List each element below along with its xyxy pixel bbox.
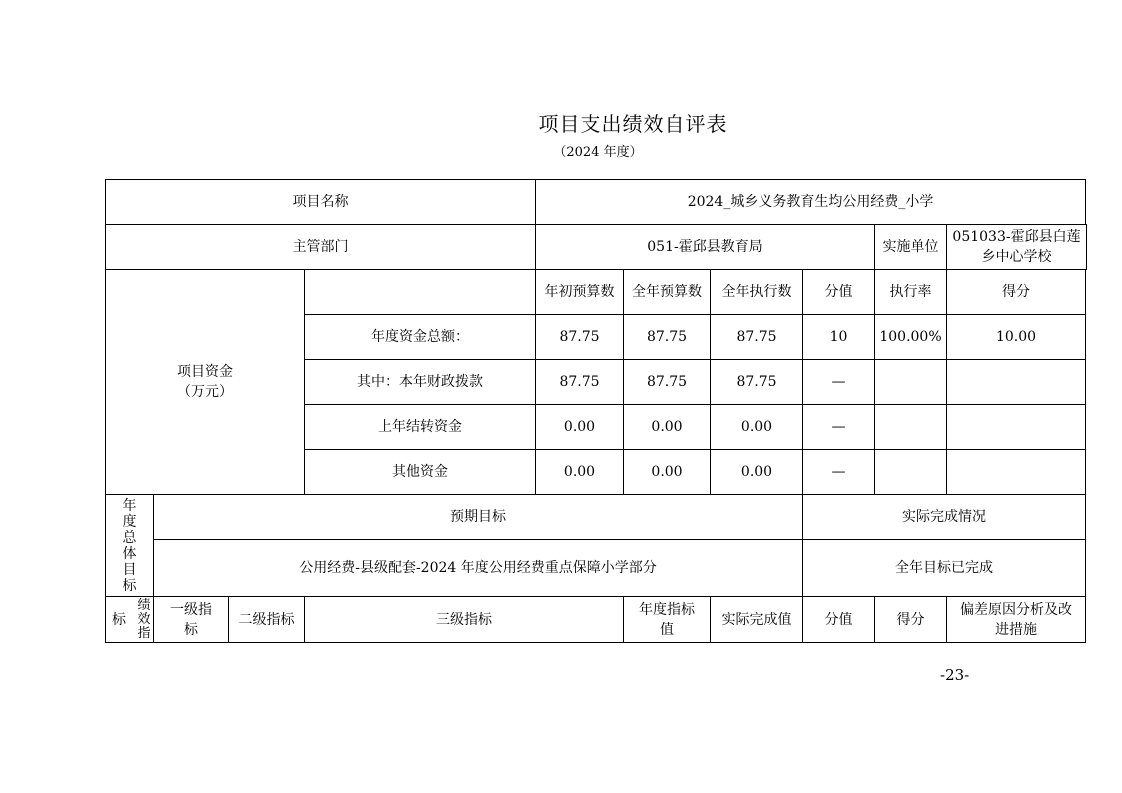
dept-value: 051-霍邱县教育局 [536, 225, 875, 270]
fund-row-label: 其他资金 [305, 450, 536, 495]
annual-value-header: 年度指标值 [624, 597, 711, 643]
level1-header: 一级指标 [154, 597, 229, 643]
indicators-label-right: 绩效指 [137, 597, 151, 641]
fund-executed: 0.00 [711, 450, 803, 495]
performance-table [105, 179, 1087, 643]
fund-row-label: 年度资金总额： [305, 315, 536, 360]
indicators-section-label [106, 597, 154, 643]
fund-weight: — [803, 360, 875, 405]
funds-section-label: 项目资金 （万元） [106, 270, 305, 495]
fund-rate [875, 450, 947, 495]
fund-weight: 10 [803, 315, 875, 360]
fund-weight: — [803, 405, 875, 450]
page-number: -23- [940, 666, 970, 684]
actual-value-header: 实际完成值 [711, 597, 803, 643]
fund-executed: 87.75 [711, 315, 803, 360]
project-name-value: 2024_城乡义务教育生均公用经费_小学 [536, 180, 1086, 225]
actual-goal-value: 全年目标已完成 [803, 540, 1086, 597]
fund-weight: — [803, 450, 875, 495]
header-exec-rate: 执行率 [875, 270, 947, 315]
fund-row-label: 其中：本年财政拨款 [305, 360, 536, 405]
header-annual-budget: 全年预算数 [624, 270, 711, 315]
fund-executed: 0.00 [711, 405, 803, 450]
fund-annual: 0.00 [624, 405, 711, 450]
goals-section-label [106, 495, 154, 597]
table-row [106, 225, 1087, 270]
fund-executed: 87.75 [711, 360, 803, 405]
unit-label: 实施单位 [875, 225, 947, 270]
fund-annual: 0.00 [624, 450, 711, 495]
deviation-header: 偏差原因分析及改进措施 [947, 597, 1086, 643]
level2-header: 二级指标 [229, 597, 305, 643]
header-initial-budget: 年初预算数 [536, 270, 624, 315]
dept-label: 主管部门 [106, 225, 536, 270]
header-executed: 全年执行数 [711, 270, 803, 315]
table-row [106, 180, 1087, 225]
expected-goal-value: 公用经费-县级配套-2024 年度公用经费重点保障小学部分 [154, 540, 803, 597]
table-row [106, 495, 1087, 540]
actual-goal-label: 实际完成情况 [803, 495, 1086, 540]
goals-section-text: 年度总体目标 [122, 497, 137, 594]
fund-annual: 87.75 [624, 360, 711, 405]
header-score: 得分 [947, 270, 1086, 315]
table-row [106, 270, 1087, 315]
fund-initial: 0.00 [536, 405, 624, 450]
score-header: 得分 [875, 597, 947, 643]
fund-score [947, 450, 1086, 495]
fund-rate [875, 360, 947, 405]
unit-value: 051033-霍邱县白莲乡中心学校 [947, 225, 1087, 270]
project-name-label: 项目名称 [106, 180, 536, 225]
fund-row-label: 上年结转资金 [305, 405, 536, 450]
level3-header: 三级指标 [305, 597, 624, 643]
fund-rate [875, 405, 947, 450]
fund-initial: 0.00 [536, 450, 624, 495]
header-score-weight: 分值 [803, 270, 875, 315]
fund-annual: 87.75 [624, 315, 711, 360]
year-subtitle: （2024 年度） [553, 145, 643, 160]
fund-initial: 87.75 [536, 315, 624, 360]
fund-initial: 87.75 [536, 360, 624, 405]
expected-goal-label: 预期目标 [154, 495, 803, 540]
fund-score: 10.00 [947, 315, 1086, 360]
weight-header: 分值 [803, 597, 875, 643]
page-title: 项目支出绩效自评表 [538, 112, 728, 136]
funds-header-blank [305, 270, 536, 315]
table-row [106, 540, 1087, 597]
fund-score [947, 360, 1086, 405]
indicators-label-left: 标 [112, 611, 126, 628]
table-row [106, 597, 1087, 643]
fund-rate: 100.00% [875, 315, 947, 360]
fund-score [947, 405, 1086, 450]
